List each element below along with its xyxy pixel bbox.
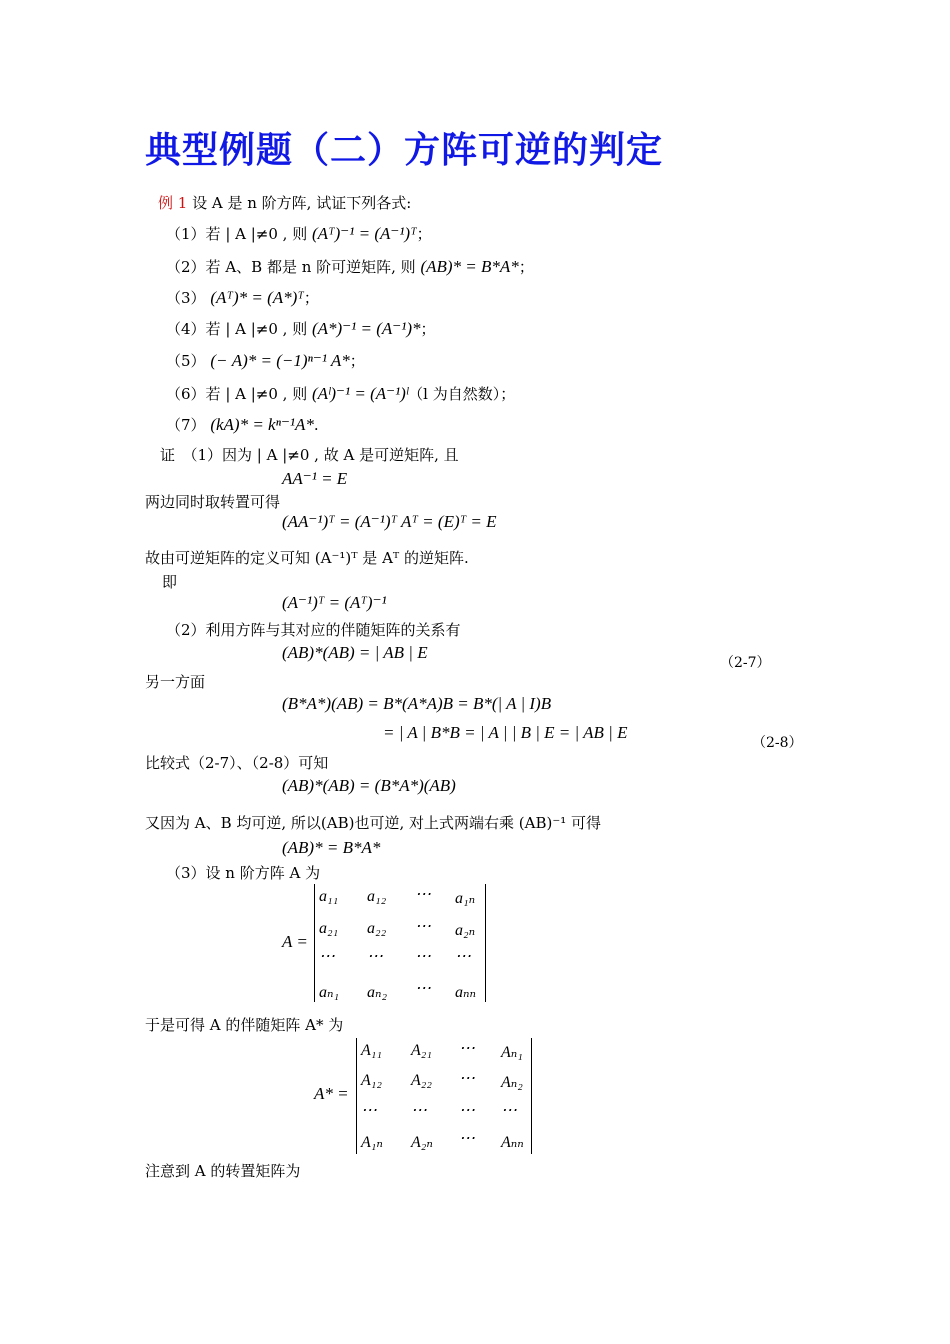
- text-line-8: 于是可得 A 的伴随矩阵 A* 为: [145, 1016, 344, 1034]
- example-label: 例 1: [158, 194, 188, 212]
- text-line-5: 另一方面: [145, 673, 206, 691]
- proof-1-intro: 证 （1）因为 | A |≠0 , 故 A 是可逆矩阵, 且: [160, 446, 459, 464]
- item-1: （1）若 | A |≠0 , 则 (Aᵀ)⁻¹ = (A⁻¹)ᵀ；: [166, 224, 432, 243]
- equation-1: AA⁻¹ = E: [282, 469, 348, 488]
- text-line-2: 两边同时取转置可得: [145, 493, 281, 511]
- item-7: （7） (kA)* = kⁿ⁻¹A*.: [166, 415, 319, 434]
- matrix-adjugate: A₁₁ A₂₁ ⋯ Aₙ₁ A₁₂ A₂₂ ⋯ Aₙ₂ ⋯ ⋯ ⋯ ⋯ A₁ₙ A₂ₙ ⋯ Aₙₙ: [356, 1038, 532, 1154]
- item-3: （3） (Aᵀ)* = (A*)ᵀ；: [166, 288, 319, 307]
- proof-3-intro: （3）设 n 阶方阵 A 为: [166, 864, 321, 882]
- text-line-9: 注意到 A 的转置矩阵为: [145, 1162, 301, 1180]
- item-6: （6）若 | A |≠0 , 则 (Aˡ)⁻¹ = (A⁻¹)ˡ（l 为自然数）；: [166, 384, 516, 403]
- matrix-adjugate-label: A* =: [314, 1084, 349, 1103]
- equation-5a: (B*A*)(AB) = B*(A*A)B = B*(| A | I)B: [282, 694, 552, 713]
- equation-7: (AB)* = B*A*: [282, 838, 381, 857]
- equation-2: (AA⁻¹)ᵀ = (A⁻¹)ᵀ Aᵀ = (E)ᵀ = E: [282, 512, 497, 531]
- equation-number-2-7: （2-7）: [720, 655, 771, 671]
- matrix-a-label: A =: [282, 932, 308, 951]
- page-title: 典型例题（二）方阵可逆的判定: [145, 130, 664, 171]
- example-statement: 设 A 是 n 阶方阵, 试证下列各式:: [192, 194, 412, 212]
- equation-number-2-8: （2-8）: [752, 735, 803, 751]
- equation-4: (AB)*(AB) = | AB | E: [282, 643, 428, 662]
- equation-3: (A⁻¹)ᵀ = (Aᵀ)⁻¹: [282, 593, 387, 612]
- item-2: （2）若 A、B 都是 n 阶可逆矩阵, 则 (AB)* = B*A*；: [166, 257, 534, 276]
- example-header: [158, 192, 411, 213]
- item-4: （4）若 | A |≠0 , 则 (A*)⁻¹ = (A⁻¹)*；: [166, 319, 436, 338]
- equation-6: (AB)*(AB) = (B*A*)(AB): [282, 776, 456, 795]
- equation-5b: = | A | B*B = | A | | B | E = | AB | E: [383, 723, 628, 742]
- proof-2-intro: （2）利用方阵与其对应的伴随矩阵的关系有: [166, 621, 461, 639]
- text-line-6: 比较式（2-7）、（2-8）可知: [145, 754, 329, 772]
- text-line-7: 又因为 A、B 均可逆, 所以(AB)也可逆, 对上式两端右乘 (AB)⁻¹ 可得: [145, 814, 602, 832]
- item-5: （5） (− A)* = (−1)ⁿ⁻¹ A*；: [166, 351, 365, 370]
- matrix-a: a₁₁ a₁₂ ⋯ a₁ₙ a₂₁ a₂₂ ⋯ a₂ₙ ⋯ ⋯ ⋯ ⋯ aₙ₁ aₙ₂ ⋯ aₙₙ: [314, 884, 486, 1002]
- text-line-4: 即: [162, 573, 178, 591]
- text-line-3: 故由可逆矩阵的定义可知 (A⁻¹)ᵀ 是 Aᵀ 的逆矩阵.: [145, 549, 469, 567]
